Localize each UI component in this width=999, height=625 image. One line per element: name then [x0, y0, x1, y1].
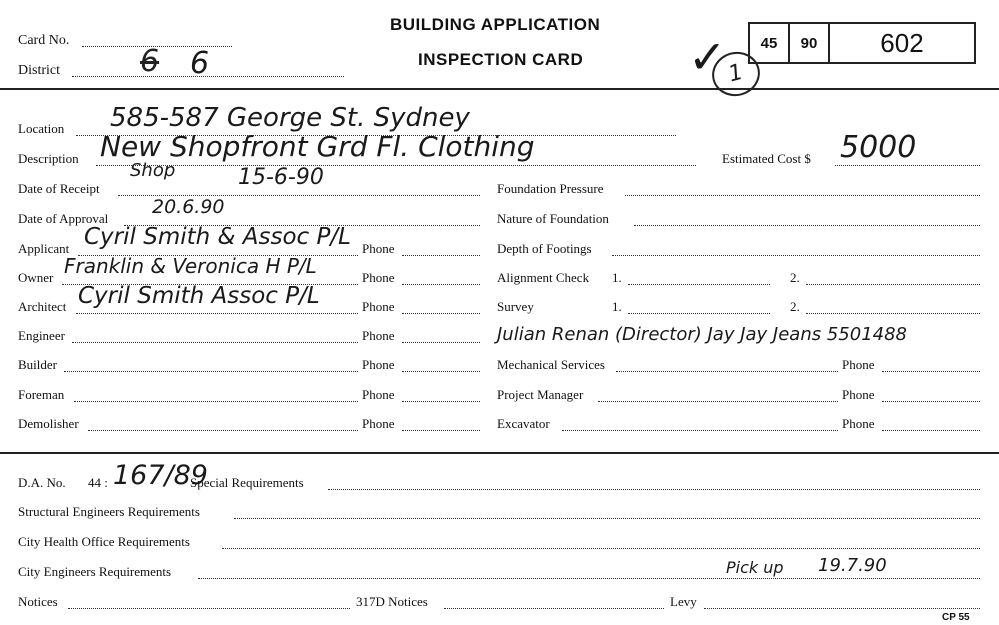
- date-approval-label: Date of Approval: [18, 211, 109, 226]
- excavator-phone-label: Phone: [842, 416, 875, 431]
- estimated-cost-line[interactable]: [835, 165, 980, 166]
- notices-label: Notices: [18, 594, 58, 609]
- description-label: Description: [18, 151, 79, 166]
- foundation-pressure-label: Foundation Pressure: [497, 181, 604, 196]
- notices-317d-line[interactable]: [444, 608, 664, 609]
- demolisher-phone-label: Phone: [362, 416, 395, 431]
- city-eng-note: Pick up: [726, 558, 784, 577]
- excavator-line[interactable]: [562, 430, 838, 431]
- project-manager-label: Project Manager: [497, 387, 584, 402]
- architect-phone-line[interactable]: [402, 313, 480, 314]
- demolisher-phone-line[interactable]: [402, 430, 480, 431]
- city-eng-date: 19.7.90: [818, 555, 887, 576]
- section-divider: [0, 452, 999, 454]
- engineer-phone-label: Phone: [362, 328, 395, 343]
- demolisher-line[interactable]: [88, 430, 358, 431]
- city-eng-line[interactable]: [198, 578, 980, 579]
- foreman-label: Foreman: [18, 387, 65, 402]
- city-eng-label: City Engineers Requirements: [18, 564, 172, 579]
- mechanical-line[interactable]: [616, 371, 838, 372]
- notices-line[interactable]: [68, 608, 350, 609]
- builder-phone-line[interactable]: [402, 371, 480, 372]
- engineer-label: Engineer: [18, 328, 65, 343]
- mechanical-label: Mechanical Services: [497, 357, 605, 372]
- foreman-phone-label: Phone: [362, 387, 395, 402]
- estimated-cost-value: 5000: [840, 130, 917, 165]
- demolisher-label: Demolisher: [18, 416, 79, 431]
- health-label: City Health Office Requirements: [18, 534, 190, 549]
- alignment-num-1: 1.: [612, 270, 622, 285]
- district-label: District: [18, 63, 60, 78]
- mechanical-phone-label: Phone: [842, 357, 875, 372]
- code-box-3: 602: [880, 27, 924, 58]
- card-code-boxes: [748, 22, 976, 64]
- check-mark: ✓: [688, 30, 727, 84]
- engineer-phone-line[interactable]: [402, 342, 480, 343]
- location-label: Location: [18, 121, 65, 136]
- structural-line[interactable]: [234, 518, 980, 519]
- description-line[interactable]: [96, 165, 696, 166]
- applicant-phone-label: Phone: [362, 241, 395, 256]
- special-req-label: Special Requirements: [190, 475, 304, 490]
- date-receipt-value: 15-6-90: [238, 165, 324, 190]
- alignment-check-2-line[interactable]: [806, 284, 980, 285]
- card-no-label: Card No.: [18, 33, 70, 48]
- survey-num-2: 2.: [790, 299, 800, 314]
- builder-phone-label: Phone: [362, 357, 395, 372]
- nature-foundation-line[interactable]: [634, 225, 980, 226]
- project-manager-phone-line[interactable]: [882, 401, 980, 402]
- levy-label: Levy: [670, 594, 697, 609]
- alignment-num-2: 2.: [790, 270, 800, 285]
- da-prefix: 44 :: [88, 475, 108, 490]
- foreman-phone-line[interactable]: [402, 401, 480, 402]
- health-line[interactable]: [222, 548, 980, 549]
- title-line2: INSPECTION CARD: [418, 50, 584, 69]
- code-box-2: 90: [790, 24, 830, 62]
- nature-foundation-label: Nature of Foundation: [497, 211, 609, 226]
- foreman-line[interactable]: [74, 401, 358, 402]
- foundation-pressure-line[interactable]: [625, 195, 980, 196]
- applicant-phone-line[interactable]: [402, 255, 480, 256]
- structural-label: Structural Engineers Requirements: [18, 504, 200, 519]
- location-value: 585-587 George St. Sydney: [110, 103, 470, 133]
- date-approval-value: 20.6.90: [152, 196, 225, 218]
- applicant-label: Applicant: [18, 241, 70, 256]
- survey-1-line[interactable]: [628, 313, 770, 314]
- handwritten-note: Julian Renan (Director) Jay Jay Jeans 5501488: [497, 324, 908, 345]
- builder-label: Builder: [18, 357, 57, 372]
- notices-317d-label: 317D Notices: [356, 594, 428, 609]
- da-label: D.A. No.: [18, 475, 66, 490]
- depth-footings-line[interactable]: [612, 255, 980, 256]
- excavator-phone-line[interactable]: [882, 430, 980, 431]
- engineer-line[interactable]: [72, 342, 358, 343]
- owner-value: Franklin & Veronica H P/L: [64, 254, 317, 278]
- architect-phone-label: Phone: [362, 299, 395, 314]
- circled-number: 1: [707, 47, 765, 102]
- estimated-cost-label: Estimated Cost $: [722, 151, 811, 166]
- excavator-label: Excavator: [497, 416, 550, 431]
- special-req-line[interactable]: [328, 489, 980, 490]
- district-struck: 6: [140, 44, 160, 79]
- district-value: 6: [190, 46, 210, 81]
- architect-label: Architect: [18, 299, 67, 314]
- description-value: New Shopfront Grd Fl. Clothing: [100, 130, 535, 163]
- footer-code: CP 55: [942, 612, 970, 623]
- survey-num-1: 1.: [612, 299, 622, 314]
- description-value-2: Shop: [130, 160, 176, 181]
- owner-phone-line[interactable]: [402, 284, 480, 285]
- title-line1: BUILDING APPLICATION: [390, 15, 601, 34]
- project-manager-line[interactable]: [598, 401, 838, 402]
- header-divider: [0, 88, 999, 90]
- project-manager-phone-label: Phone: [842, 387, 875, 402]
- levy-line[interactable]: [704, 608, 980, 609]
- alignment-check-label: Alignment Check: [497, 270, 590, 285]
- survey-label: Survey: [497, 299, 534, 314]
- owner-phone-label: Phone: [362, 270, 395, 285]
- applicant-value: Cyril Smith & Assoc P/L: [84, 224, 351, 250]
- depth-footings-label: Depth of Footings: [497, 241, 592, 256]
- architect-line[interactable]: [76, 313, 358, 314]
- survey-2-line[interactable]: [806, 313, 980, 314]
- mechanical-phone-line[interactable]: [882, 371, 980, 372]
- code-box-1: 45: [750, 24, 790, 62]
- da-value: 167/89: [113, 460, 208, 491]
- builder-line[interactable]: [64, 371, 358, 372]
- date-receipt-label: Date of Receipt: [18, 181, 100, 196]
- owner-label: Owner: [18, 270, 54, 285]
- alignment-check-1-line[interactable]: [628, 284, 770, 285]
- architect-value: Cyril Smith Assoc P/L: [78, 283, 320, 309]
